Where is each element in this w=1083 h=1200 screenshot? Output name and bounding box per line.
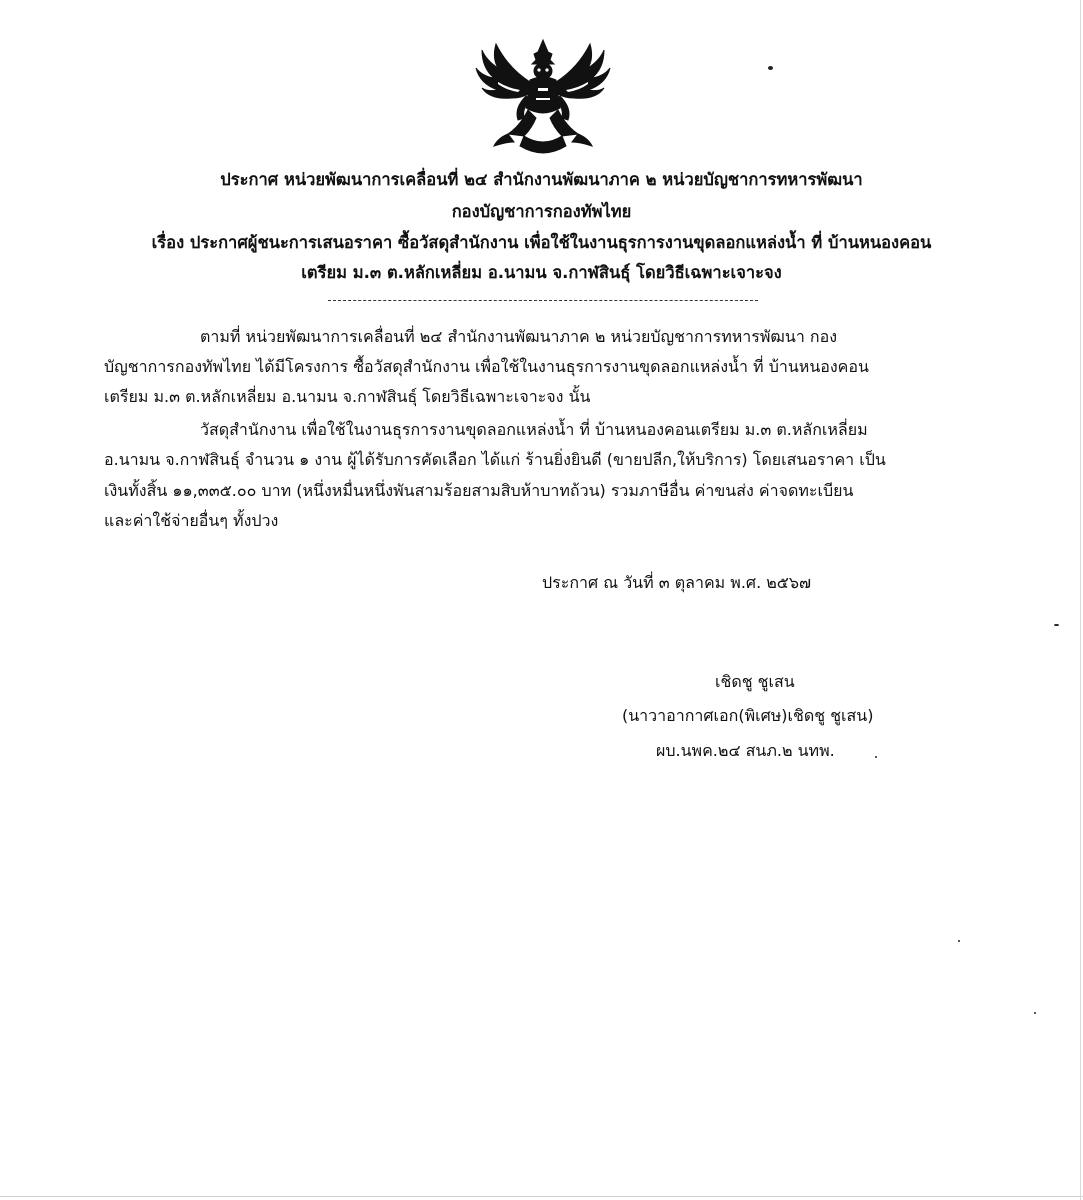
page-right-edge <box>1080 0 1081 1200</box>
heading-line-1: ประกาศ หน่วยพัฒนาการเคลื่อนที่ ๒๔ สำนักงานพัฒนาภาค ๒ หน่วยบัญชาการทหารพัฒนา <box>220 170 863 189</box>
page-bottom-edge <box>0 1196 1083 1197</box>
dashed-divider <box>328 300 758 301</box>
signature-name: เชิดชู ชูเสน <box>715 672 795 691</box>
heading-subject-line-1: เรื่อง ประกาศผู้ชนะการเสนอราคา ซื้อวัสดุสำนักงาน เพื่อใช้ในงานธุรการงานขุดลอกแหล่งน้ำ ที่ บ้านหนองคอน <box>151 233 932 252</box>
scan-speck <box>1034 1012 1036 1014</box>
signature-full-name: (นาวาอากาศเอก(พิเศษ)เชิดชู ชูเสน) <box>622 706 874 725</box>
paragraph-2-line-1: วัสดุสำนักงาน เพื่อใช้ในงานธุรการงานขุดลอกแหล่งน้ำ ที่ บ้านหนองคอนเตรียม ม.๓ ต.หลักเหลี่ยม <box>200 420 868 439</box>
signature-position: ผบ.นพค.๒๔ สนภ.๒ นทพ. <box>656 741 835 760</box>
paragraph-2-line-2: อ.นามน จ.กาฬสินธุ์ จำนวน ๑ งาน ผู้ได้รับการคัดเลือก ได้แก่ ร้านยิ่งยินดี (ขายปลีก,ให้บริการ) โดยเสนอราคา เป็น <box>104 450 886 469</box>
heading-line-2: กองบัญชาการกองทัพไทย <box>451 202 632 221</box>
paragraph-2-line-3: เงินทั้งสิ้น ๑๑,๓๓๕.๐๐ บาท (หนึ่งหมื่นหนึ่งพันสามร้อยสามสิบห้าบาทถ้วน) รวมภาษีอื่น ค่าขนส่ง ค่าจดทะเบียน <box>104 481 854 500</box>
paragraph-1-line-1: ตามที่ หน่วยพัฒนาการเคลื่อนที่ ๒๔ สำนักงานพัฒนาภาค ๒ หน่วยบัญชาการทหารพัฒนา กอง <box>200 327 837 346</box>
scan-speck <box>875 756 877 758</box>
announcement-date: ประกาศ ณ วันที่ ๓ ตุลาคม พ.ศ. ๒๕๖๗ <box>542 573 812 592</box>
paragraph-2-line-4: และค่าใช้จ่ายอื่นๆ ทั้งปวง <box>104 511 279 530</box>
garuda-emblem-icon <box>468 38 618 158</box>
paragraph-1-line-3: เตรียม ม.๓ ต.หลักเหลี่ยม อ.นามน จ.กาฬสินธุ์ โดยวิธีเฉพาะเจาะจง นั้น <box>104 387 591 406</box>
scan-speck <box>768 66 773 70</box>
scan-speck <box>1054 624 1059 626</box>
heading-subject-line-2: เตรียม ม.๓ ต.หลักเหลี่ยม อ.นามน จ.กาฬสินธุ์ โดยวิธีเฉพาะเจาะจง <box>301 263 782 282</box>
paragraph-1-line-2: บัญชาการกองทัพไทย ได้มีโครงการ ซื้อวัสดุสำนักงาน เพื่อใช้ในงานธุรการงานขุดลอกแหล่งน้ำ ที่ บ้านหนองคอน <box>104 357 869 376</box>
scan-speck <box>958 940 960 942</box>
